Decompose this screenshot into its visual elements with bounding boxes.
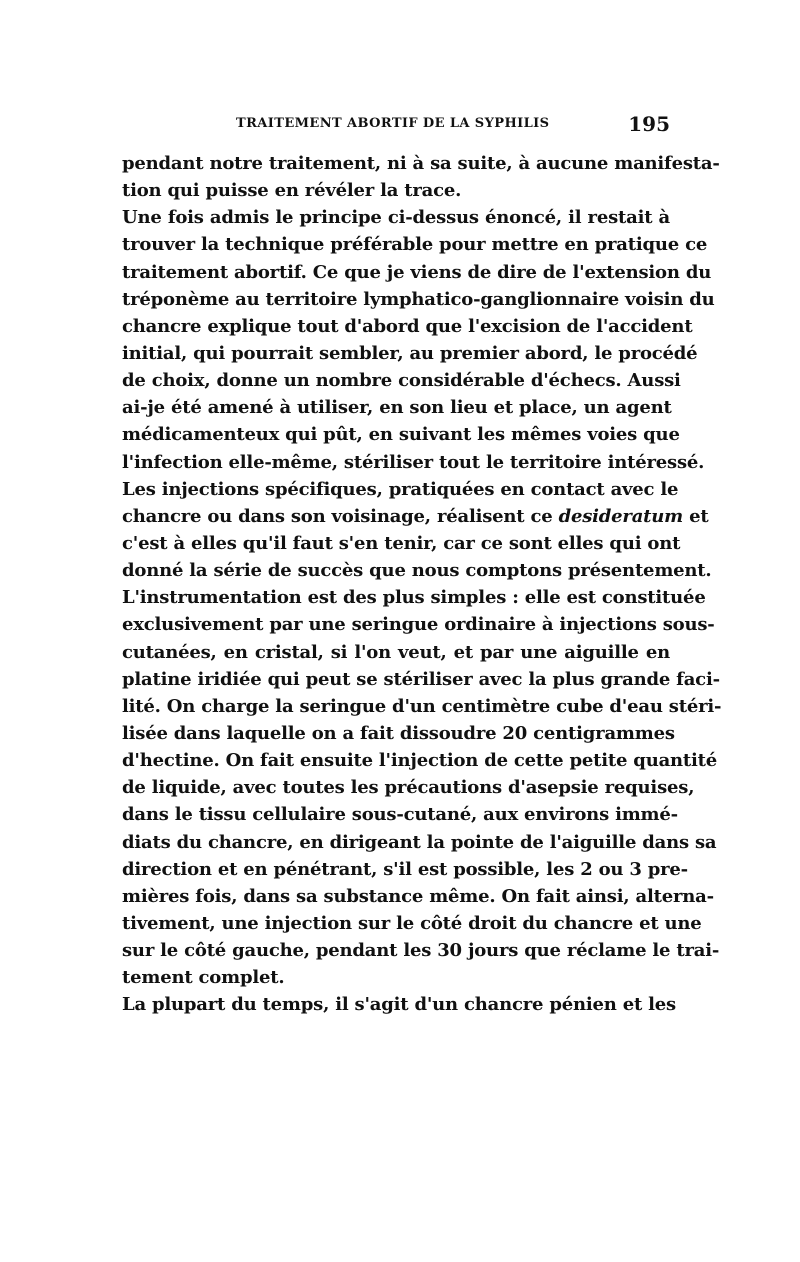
text-line: platine iridiée qui peut se stériliser avec la plus grande faci-	[122, 668, 720, 690]
text-line: L'instrumentation est des plus simples : elle est constituée	[122, 587, 706, 609]
text-line: tement complet.	[122, 967, 285, 989]
text-line: pendant notre traitement, ni à sa suite, à aucune manifesta-	[122, 153, 720, 174]
text-line: tréponème au territoire lymphatico-ganglionnaire voisin du	[122, 288, 715, 310]
text-line: initial, qui pourrait sembler, au premier abord, le procédé	[122, 342, 698, 364]
text-line: lisée dans laquelle on a fait dissoudre 20 centigrammes	[122, 722, 675, 744]
text-line: ai-je été amené à utiliser, en son lieu et place, un agent	[122, 397, 672, 419]
text-line: donné la série de succès que nous comptons présentement.	[122, 560, 712, 582]
text-line: cutanées, en cristal, si l'on veut, et par une aiguille en	[122, 641, 670, 663]
text-line: Une fois admis le principe ci-dessus énoncé, il restait à	[122, 207, 670, 229]
text-line: tivement, une injection sur le côté droit du chancre et une	[122, 912, 702, 934]
text-line: dans le tissu cellulaire sous-cutané, aux environs immé-	[122, 804, 678, 826]
text-line: de liquide, avec toutes les précautions d'asepsie requises,	[122, 777, 695, 799]
text-line	[122, 503, 709, 530]
text-line: médicamenteux qui pût, en suivant les mêmes voies que	[122, 424, 680, 446]
running-header	[122, 112, 670, 138]
text-line: La plupart du temps, il s'agit d'un chancre pénien et les	[122, 994, 676, 1016]
text-line: de choix, donne un nombre considérable d'échecs. Aussi	[122, 370, 681, 392]
text-line: trouver la technique préférable pour mettre en pratique ce	[122, 234, 708, 256]
text-line: sur le côté gauche, pendant les 30 jours que réclame le trai-	[122, 940, 720, 962]
italic-term: desideratum	[558, 505, 684, 527]
text-line: diats du chancre, en dirigeant la pointe de l'aiguille dans sa	[122, 831, 717, 853]
text-line: traitement abortif. Ce que je viens de dire de l'extension du	[122, 261, 712, 283]
text-line: mières fois, dans sa substance même. On fait ainsi, alterna-	[122, 885, 714, 907]
text-line: c'est à elles qu'il faut s'en tenir, car ce sont elles qui ont	[122, 532, 681, 554]
text-line: Les injections spécifiques, pratiquées en contact avec le	[122, 478, 679, 500]
text-line: l'infection elle-même, stériliser tout le territoire intéressé.	[122, 451, 705, 473]
body-text	[122, 150, 722, 1019]
page-number: 195	[628, 112, 670, 136]
text-segment: et	[683, 505, 709, 527]
text-line: d'hectine. On fait ensuite l'injection de cette petite quantité	[122, 750, 718, 772]
running-title: TRAITEMENT ABORTIF DE LA SYPHILIS	[236, 116, 550, 131]
text-segment: chancre ou dans son voisinage, réalisent ce	[122, 505, 559, 527]
text-line: chancre explique tout d'abord que l'excision de l'accident	[122, 315, 693, 337]
text-line: tion qui puisse en révéler la trace.	[122, 180, 462, 202]
text-line: lité. On charge la seringue d'un centimètre cube d'eau stéri-	[122, 695, 722, 717]
text-line: direction et en pénétrant, s'il est possible, les 2 ou 3 pre-	[122, 858, 688, 880]
text-line: exclusivement par une seringue ordinaire à injections sous-	[122, 614, 715, 636]
